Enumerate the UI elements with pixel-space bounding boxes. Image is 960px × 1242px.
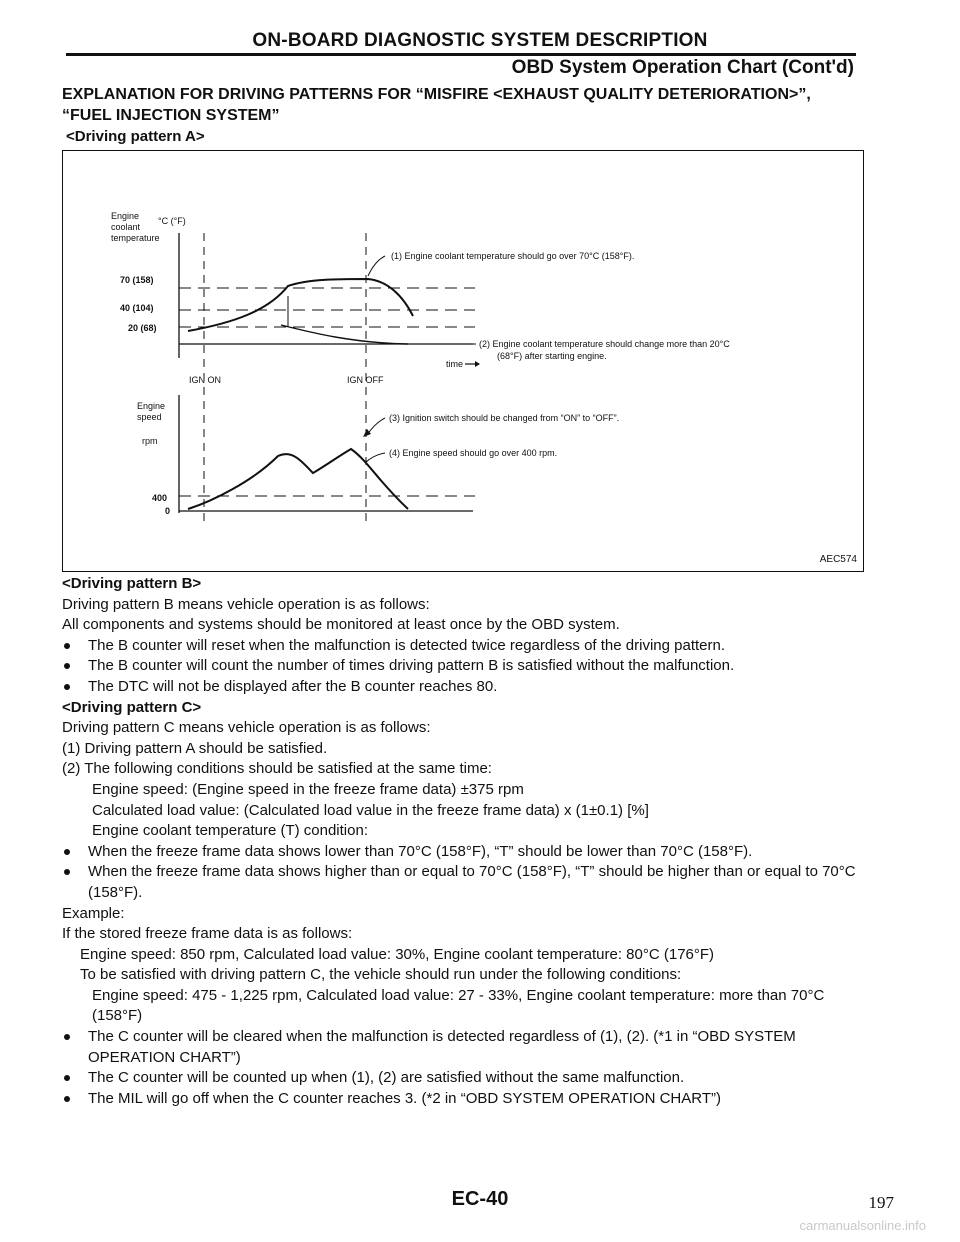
body-text — [62, 574, 867, 1109]
watermark: carmanualsonline.info — [799, 1218, 926, 1233]
page-header-title: ON-BOARD DIAGNOSTIC SYSTEM DESCRIPTION — [252, 30, 708, 51]
pattern-c-label: <Driving pattern C> — [62, 698, 202, 716]
note-3: (3) Ignition switch should be changed from “ON” to “OFF”. — [389, 413, 620, 423]
note-1-leader — [368, 256, 385, 276]
ign-on-label: IGN ON — [189, 375, 222, 385]
note-4: (4) Engine speed should go over 400 rpm. — [389, 448, 558, 458]
temp-axis-label-2: coolant — [111, 222, 141, 232]
pattern-b-bullet: The DTC will not be displayed after the B counter reaches 80. — [62, 677, 867, 698]
pattern-c-condition: Engine coolant temperature (T) condition: — [92, 822, 368, 840]
pattern-b-label: <Driving pattern B> — [62, 575, 202, 592]
pattern-c-intro: Driving pattern C means vehicle operation is as follows: — [62, 719, 431, 737]
pattern-c-condition: Engine speed: (Engine speed in the freeze frame data) ±375 rpm — [92, 780, 524, 798]
c-counter-bullet: The C counter will be counted up when (1), (2) are satisfied without the same malfunction. — [62, 1068, 867, 1089]
temp-tick-40: 40 (104) — [120, 303, 154, 313]
temperature-condition-bullet: When the freeze frame data shows lower than 70°C (158°F), “T” should be lower than 70°C (158°F). — [62, 842, 867, 863]
note-2-line-2: (68°F) after starting engine. — [497, 351, 607, 361]
page-code: EC-40 — [451, 1188, 509, 1210]
temp-tick-20: 20 (68) — [128, 323, 157, 333]
temp-axis-unit: °C (°F) — [158, 216, 186, 226]
example-label: Example: — [62, 904, 125, 922]
temp-tick-70: 70 (158) — [120, 275, 154, 285]
speed-tick-0: 0 — [165, 506, 171, 516]
pattern-c-item-1: (1) Driving pattern A should be satisfied. — [62, 739, 328, 757]
pattern-a-label: <Driving pattern A> — [66, 128, 205, 145]
speed-axis-unit: rpm — [142, 436, 158, 446]
ign-off-label: IGN OFF — [347, 375, 384, 385]
note-4-leader — [365, 453, 385, 463]
example-condition-intro: To be satisfied with driving pattern C, the vehicle should run under the following conditions: — [80, 966, 682, 984]
speed-tick-400: 400 — [152, 493, 168, 503]
page-header-subtitle: OBD System Operation Chart (Cont'd) — [511, 57, 854, 78]
pattern-c-condition: Calculated load value: (Calculated load value in the freeze frame data) x (1±0.1) [%] — [92, 801, 649, 819]
time-arrowhead — [475, 361, 480, 367]
speed-axis-label-2: speed — [137, 412, 162, 422]
temp-axis-label-3: temperature — [111, 233, 160, 243]
driving-pattern-a-diagram — [63, 151, 863, 571]
driving-pattern-a-figure — [62, 150, 864, 572]
engine-speed-curve — [188, 449, 408, 509]
example-intro: If the stored freeze frame data is as follows: — [62, 925, 353, 943]
note-2-line-1: (2) Engine coolant temperature should change more than 20°C — [479, 339, 730, 349]
time-label: time — [446, 359, 464, 369]
example-data: Engine speed: 850 rpm, Calculated load value: 30%, Engine coolant temperature: 80°C (176°F) — [80, 945, 715, 963]
temp-change-curve — [281, 325, 408, 344]
speed-axis-label-1: Engine — [137, 401, 166, 411]
header-rule — [66, 53, 856, 56]
temperature-condition-bullet: When the freeze frame data shows higher than or equal to 70°C (158°F), “T” should be higher than or equal to 70°C (158°F). — [62, 862, 867, 903]
pattern-b-bullet: The B counter will count the number of times driving pattern B is satisfied without the malfunction. — [62, 656, 867, 677]
pattern-b-intro-2: All components and systems should be monitored at least once by the OBD system. — [62, 616, 620, 634]
pattern-c-item-2: (2) The following conditions should be satisfied at the same time: — [62, 760, 492, 778]
temp-axis-label-1: Engine — [111, 211, 140, 221]
coolant-temp-curve — [188, 279, 413, 331]
figure-id: AEC574 — [819, 554, 857, 565]
note-3-arrowhead — [363, 429, 371, 437]
page-number: 197 — [868, 1193, 894, 1212]
pattern-b-intro-1: Driving pattern B means vehicle operation is as follows: — [62, 595, 430, 613]
pattern-b-bullet: The B counter will reset when the malfunction is detected twice regardless of the driving pattern. — [62, 636, 867, 657]
section-title: EXPLANATION FOR DRIVING PATTERNS FOR “MISFIRE <EXHAUST QUALITY DETERIORATION>”, “FUEL INJECTION SYSTEM” — [62, 86, 811, 124]
c-counter-bullet: The C counter will be cleared when the malfunction is detected regardless of (1), (2). (*1 in “OBD SYSTEM OPERATION CHART”) — [62, 1027, 867, 1068]
note-1: (1) Engine coolant temperature should go over 70°C (158°F). — [391, 251, 635, 261]
example-condition: Engine speed: 475 - 1,225 rpm, Calculated load value: 27 - 33%, Engine coolant temperature: more than 70°C (158°F) — [92, 986, 825, 1025]
c-counter-bullet: The MIL will go off when the C counter reaches 3. (*2 in “OBD SYSTEM OPERATION CHART”) — [62, 1089, 867, 1110]
